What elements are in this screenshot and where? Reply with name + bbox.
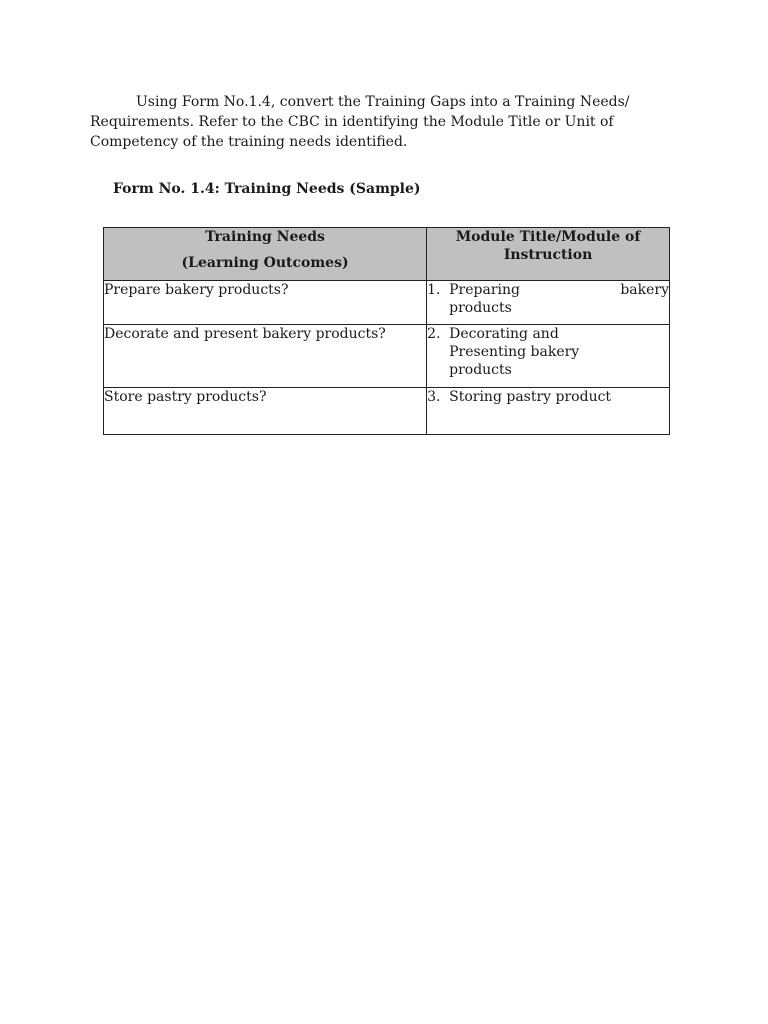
module-text-line1: Preparing bakery [449, 282, 669, 298]
training-need-cell: Store pastry products? [104, 388, 427, 435]
module-cell [427, 388, 670, 435]
table-row [104, 325, 670, 388]
item-number: 1. [427, 282, 441, 298]
module-text: Storing pastry product [449, 389, 612, 405]
intro-text: Using Form No.1.4, convert the Training Gaps into a Training Needs/ Requirements. Refer to the CBC in identifying the Module Title or Unit of Competency of the training needs identified. [90, 94, 630, 150]
table-row [104, 281, 670, 325]
module-text-line2: products [449, 300, 512, 316]
table-row [104, 388, 670, 435]
header-module-title: Module Title/Module of Instruction [427, 228, 670, 281]
form-title: Form No. 1.4: Training Needs (Sample) [113, 181, 421, 197]
training-need-cell: Prepare bakery products? [104, 281, 427, 325]
header-training-needs-line2: (Learning Outcomes) [181, 255, 349, 271]
header-training-needs-line1: Training Needs [205, 229, 325, 245]
module-text: Decorating and Presenting bakery products [449, 326, 580, 378]
item-number: 3. [427, 389, 441, 405]
intro-paragraph [90, 92, 660, 152]
module-cell [427, 281, 670, 325]
training-need-cell: Decorate and present bakery products? [104, 325, 427, 388]
header-training-needs [104, 228, 427, 281]
table-header-row [104, 228, 670, 281]
module-cell [427, 325, 670, 388]
training-needs-table [103, 227, 670, 435]
item-number: 2. [427, 326, 441, 342]
